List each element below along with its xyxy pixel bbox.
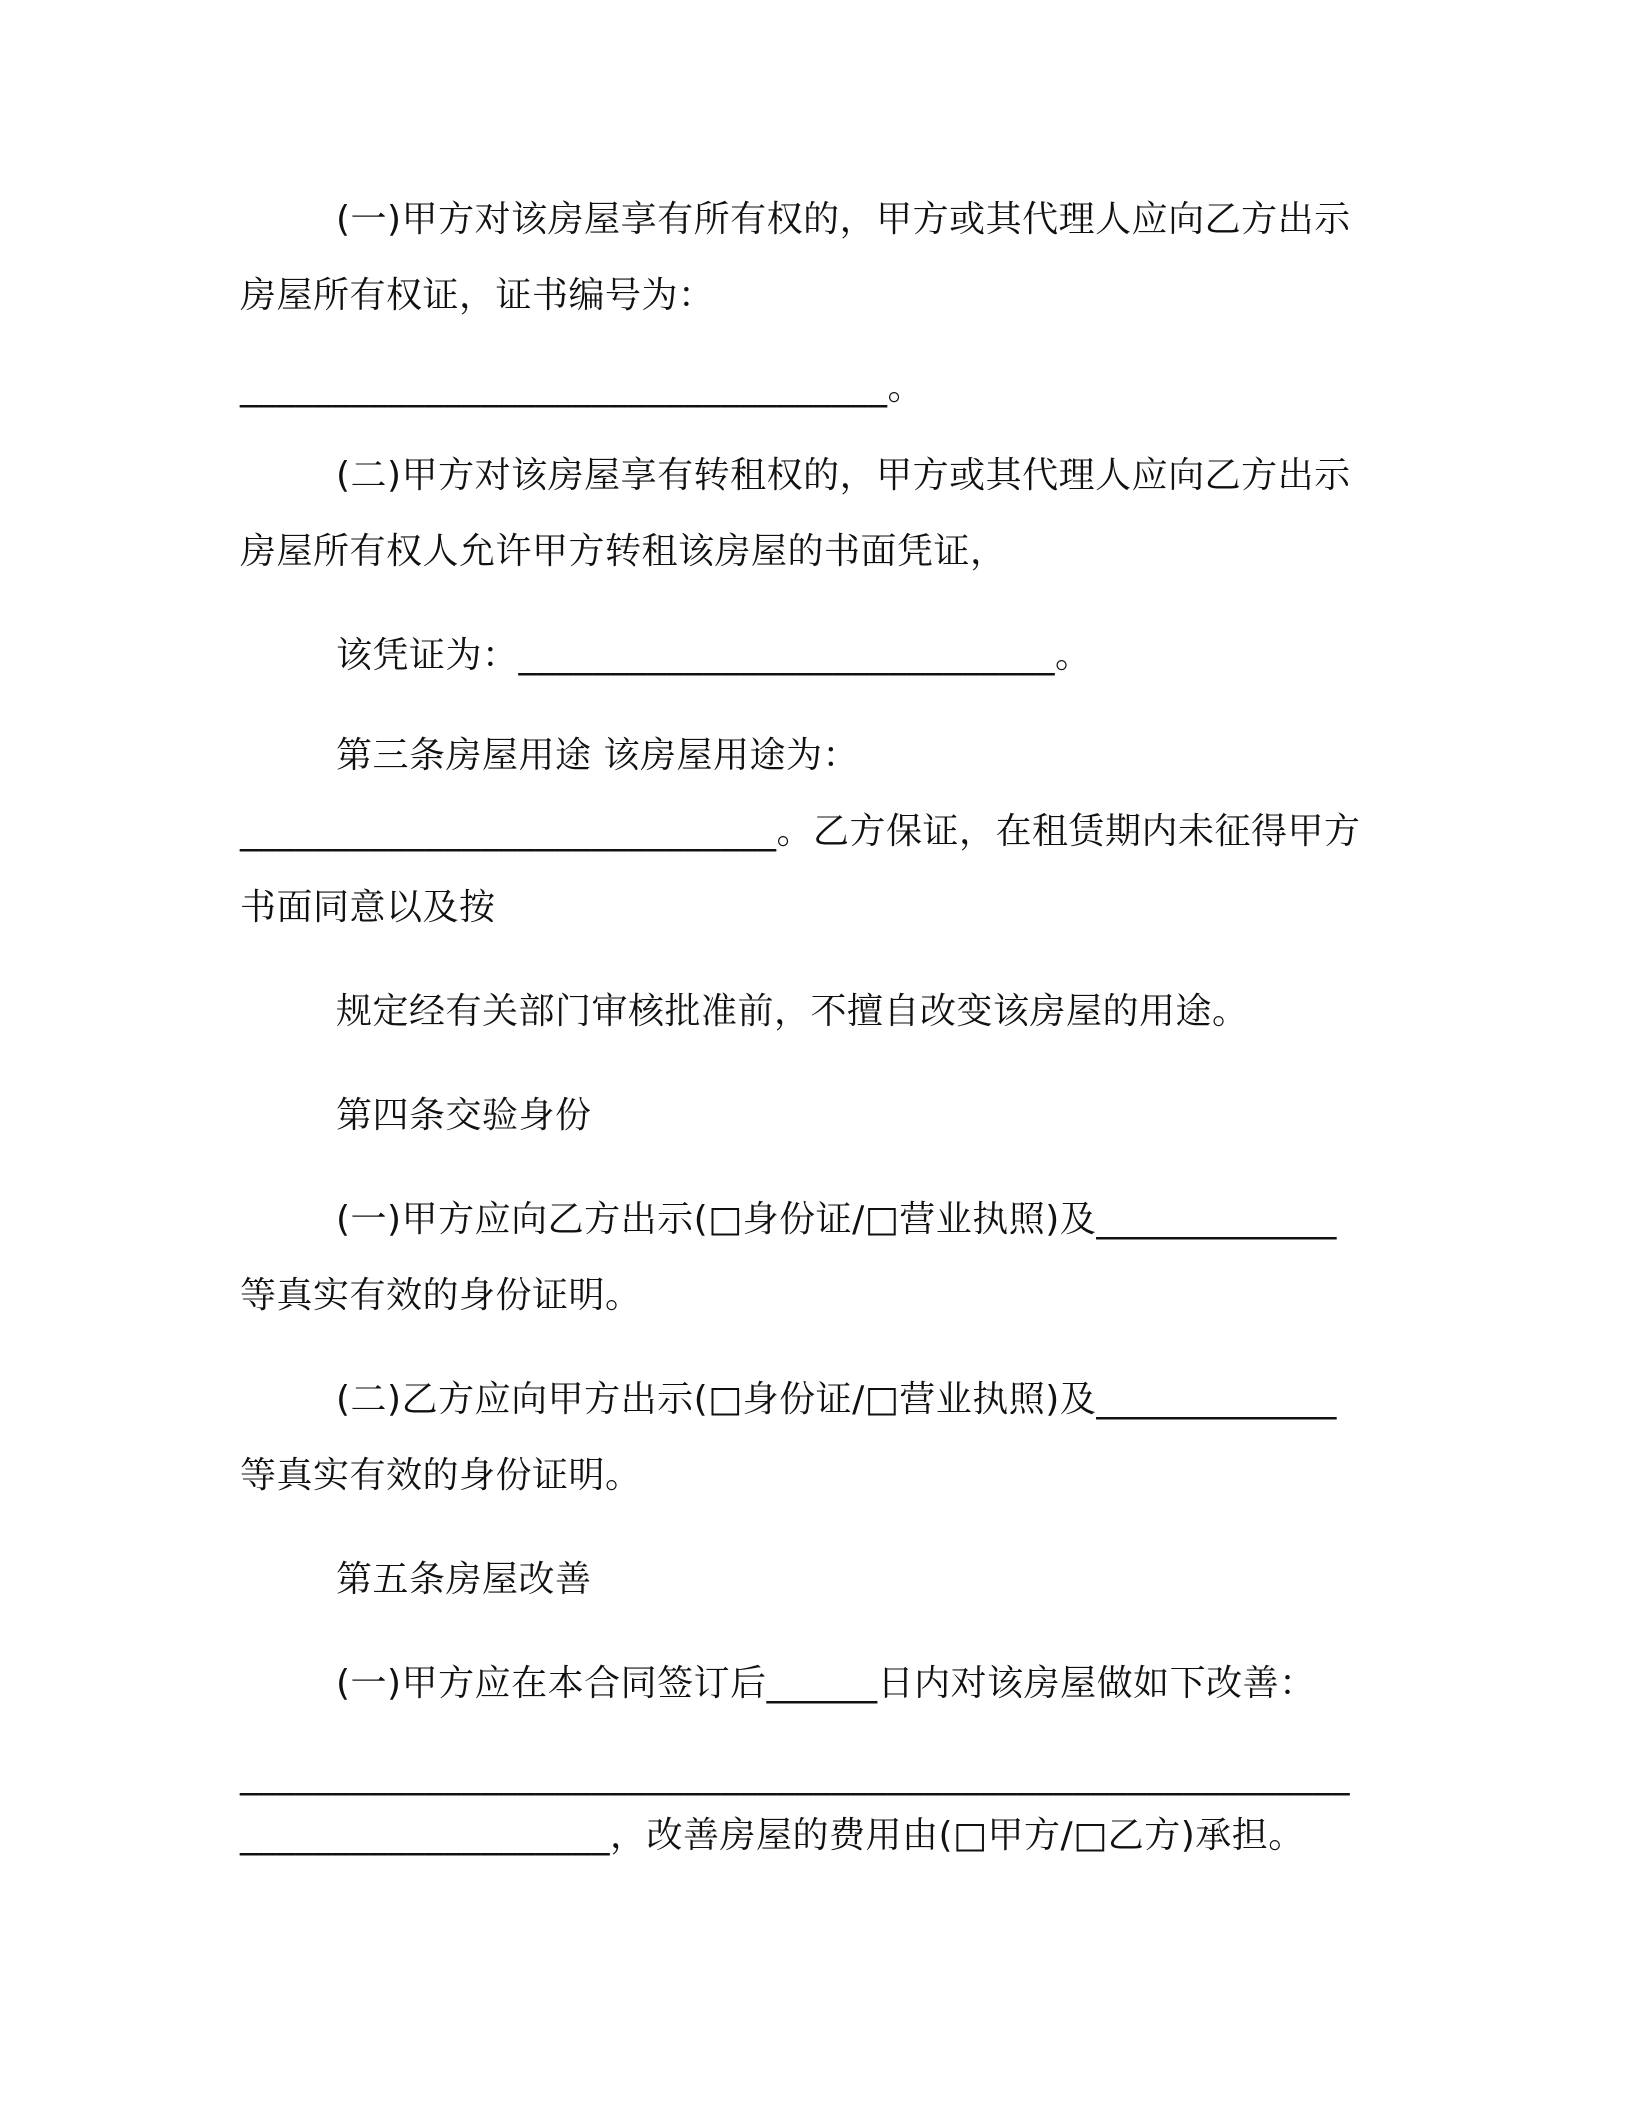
clause-5-item-1-line-3: ____________________，改善房屋的费用由(□甲方/□乙方)承担。 [240, 1815, 1305, 1856]
clause-5-item-1-line-1: (一)甲方应在本合同签订后______日内对该房屋做如下改善： [336, 1663, 1316, 1704]
clause-4-item-2-line-2: 等真实有效的身份证明。 [240, 1455, 642, 1496]
clause-4-item-1-line-2: 等真实有效的身份证明。 [240, 1275, 642, 1316]
clause-4-item-1-line-1: (一)甲方应向乙方出示(□身份证/□营业执照)及_____________ [336, 1199, 1337, 1240]
clause-3-line-4: 规定经有关部门审核批准前，不擅自改变该房屋的用途。 [336, 991, 1249, 1032]
clause-2-item-1-line-2: 房屋所有权证，证书编号为： [240, 275, 715, 316]
certificate-number-blank: ___________________________________。 [240, 367, 924, 408]
clause-5-item-1-blank: ____________________________________________________________ [240, 1755, 1350, 1796]
clause-2-item-2-line-1: (二)甲方对该房屋享有转租权的，甲方或其代理人应向乙方出示 [336, 455, 1351, 496]
clause-2-item-1-line-1: (一)甲方对该房屋享有所有权的，甲方或其代理人应向乙方出示 [336, 199, 1351, 240]
clause-3-heading: 第三条房屋用途 该房屋用途为： [336, 735, 859, 776]
clause-2-item-2-line-2: 房屋所有权人允许甲方转租该房屋的书面凭证， [240, 531, 1007, 572]
clause-3-line-3: 书面同意以及按 [240, 887, 496, 928]
clause-3-line-2: _____________________________。乙方保证，在租赁期内未征得甲方 [240, 811, 1361, 852]
voucher-line: 该凭证为：_____________________________。 [336, 635, 1092, 676]
clause-4-item-2-line-1: (二)乙方应向甲方出示(□身份证/□营业执照)及_____________ [336, 1379, 1337, 1420]
clause-5-heading: 第五条房屋改善 [336, 1559, 592, 1600]
clause-4-heading: 第四条交验身份 [336, 1095, 592, 1136]
